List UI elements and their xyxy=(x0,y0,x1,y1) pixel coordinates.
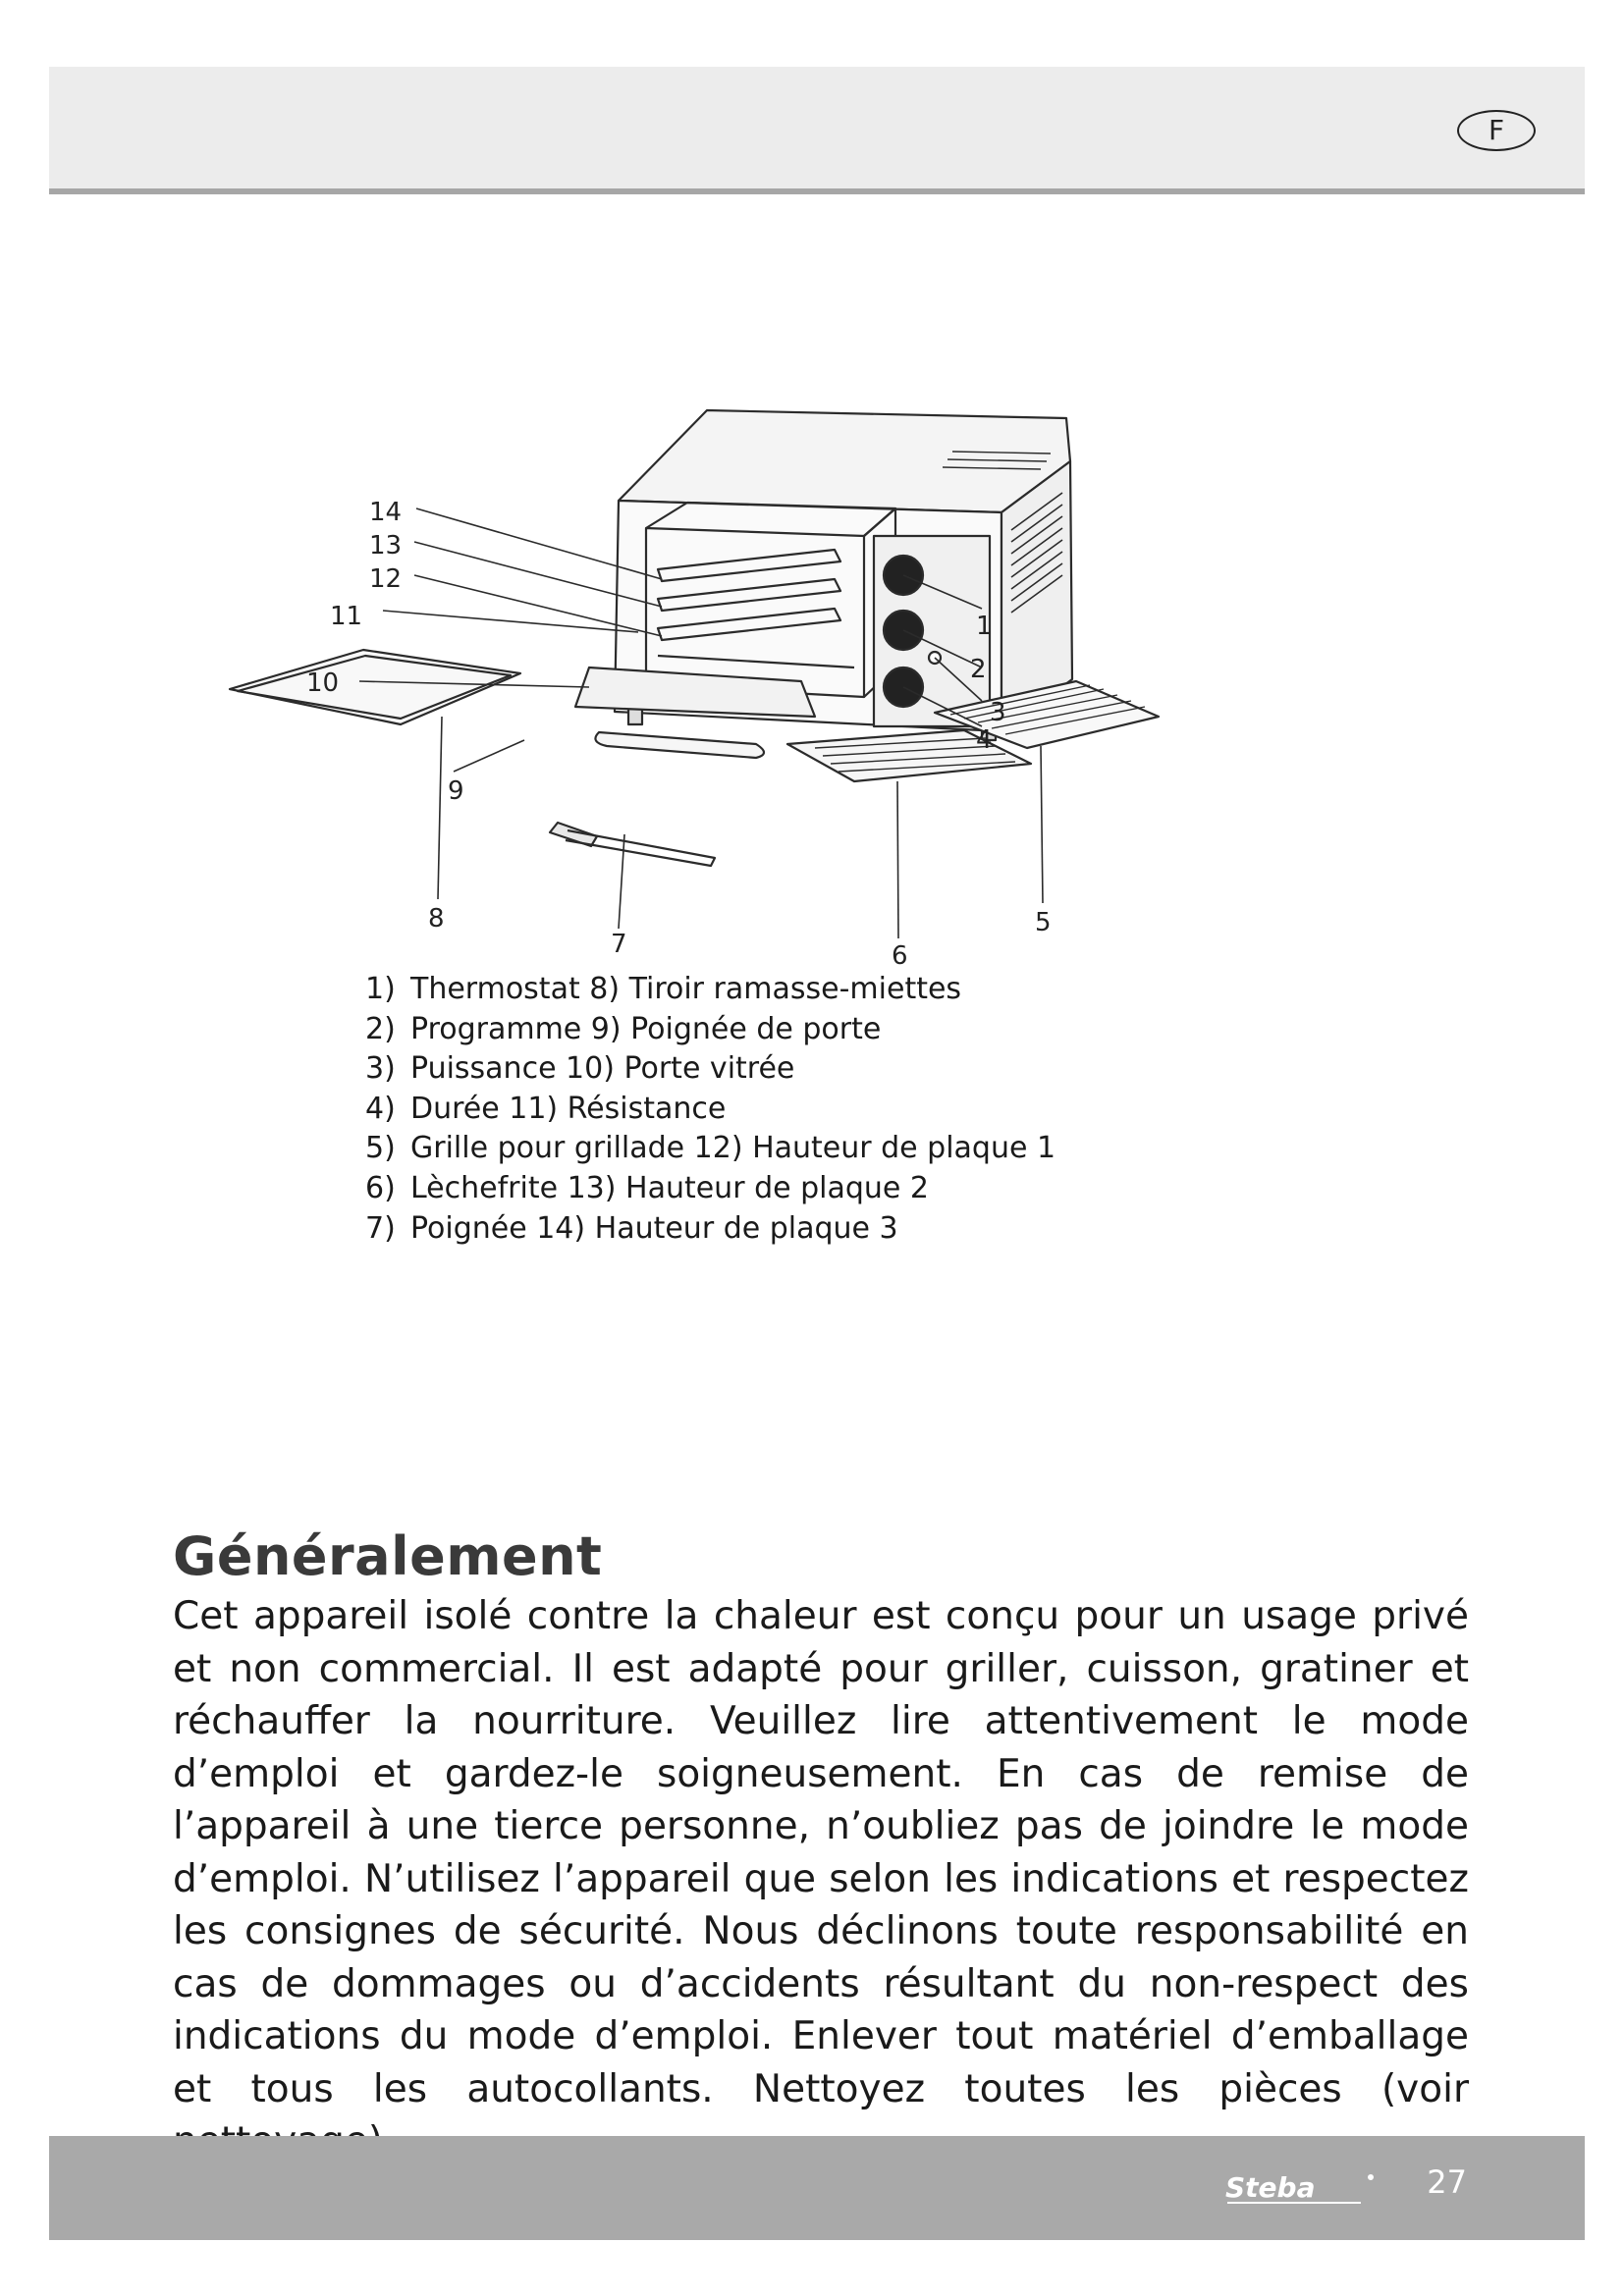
oven-illustration xyxy=(226,393,1404,982)
legend-row: 7) Poignée 14) Hauteur de plaque 3 xyxy=(365,1210,898,1246)
callout-9: 9 xyxy=(448,776,464,806)
legend-row: 5) Grille pour grillade 12) Hauteur de plaque 1 xyxy=(365,1131,1056,1166)
callout-8: 8 xyxy=(428,904,445,934)
header-band xyxy=(49,67,1585,194)
callout-5: 5 xyxy=(1035,908,1052,937)
callout-6: 6 xyxy=(892,941,908,971)
language-badge: F xyxy=(1457,110,1536,151)
oven-diagram xyxy=(226,393,1404,982)
callout-10: 10 xyxy=(306,668,340,698)
svg-text:Steba: Steba xyxy=(1225,2171,1316,2204)
section-title: Généralement xyxy=(173,1525,603,1587)
callout-3: 3 xyxy=(990,698,1006,727)
callout-7: 7 xyxy=(611,930,627,959)
callout-13: 13 xyxy=(369,531,403,561)
door-handle xyxy=(595,732,764,758)
page-number: 27 xyxy=(1427,2163,1467,2201)
legend-row: 6) Lèchefrite 13) Hauteur de plaque 2 xyxy=(365,1170,930,1205)
callout-1: 1 xyxy=(976,612,993,641)
oven-top xyxy=(619,410,1070,512)
legend-row: 4) Durée 11) Résistance xyxy=(365,1091,727,1126)
footer-band xyxy=(49,2136,1585,2240)
callout-14: 14 xyxy=(369,498,403,527)
section-body: Cet appareil isolé contre la chaleur est conçu pour un usage privé et non commercial. Il est adapté pour griller, cuisson, gratiner et réchauffer la nourriture. Veuillez lire attentivement le mode d’emploi et gardez-le soigneusement. En cas de remise de l’appareil à une tierce personne, n’oubliez pas de joindre le mode d’emploi. N’utilisez l’appareil que selon les indications et respectez les consignes de sécurité. Nous déclinons toute responsabilité en cas de dommages ou d’accidents résultant du non-respect des indications du mode d’emploi. Enlever tout matériel d’emballage et tous les autocollants. Nettoyez toutes les pièces (voir xyxy=(173,1594,1469,2111)
callout-11: 11 xyxy=(330,602,363,631)
callout-12: 12 xyxy=(369,564,403,594)
parts-legend xyxy=(365,970,1249,1249)
legend-row: 1) Thermostat 8) Tiroir ramasse-miettes xyxy=(365,972,962,1006)
steba-logo-icon xyxy=(1223,2169,1380,2209)
callout-4: 4 xyxy=(976,725,993,755)
legend-row: 3) Puissance 10) Porte vitrée xyxy=(365,1051,795,1087)
callout-2: 2 xyxy=(970,655,987,684)
legend-row: 2) Programme 9) Poignée de porte xyxy=(365,1011,882,1046)
